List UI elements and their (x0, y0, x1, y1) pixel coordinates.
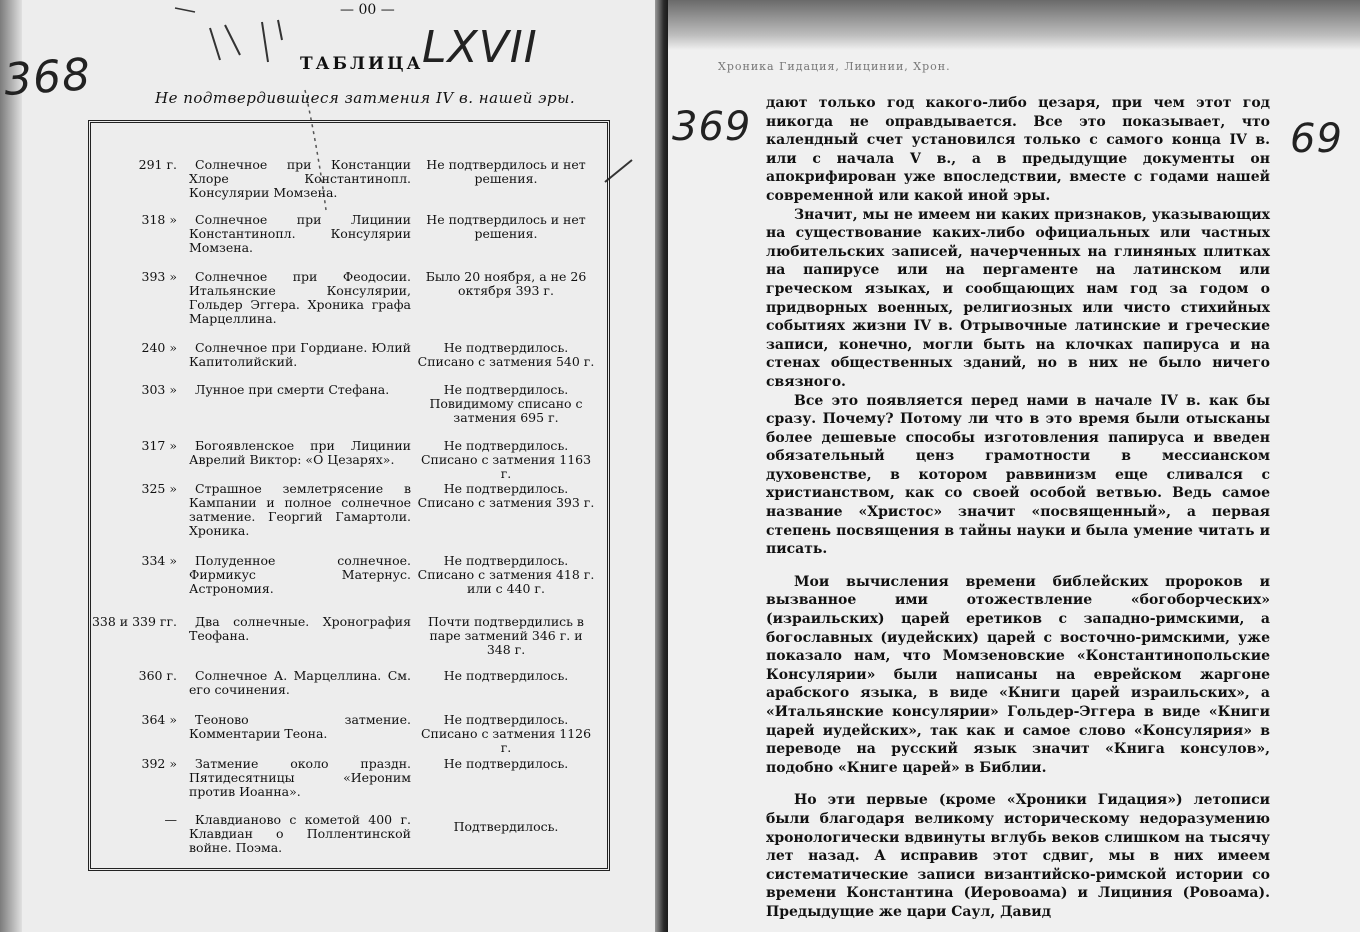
row-comment: Не подтвердилось. Списано с затмения 393 г. (417, 481, 595, 510)
row-year: 291 г. (138, 157, 177, 172)
page-number: — 00 — (340, 2, 395, 18)
row-year: 318 » (141, 212, 177, 227)
row-year: — (164, 812, 177, 827)
handwritten-folio-number: 368 (2, 49, 93, 106)
eclipse-table (88, 120, 610, 871)
handwritten-page-number: 69 (1290, 116, 1343, 162)
row-event: Два солнечные. Хронография Теофана. (189, 614, 411, 643)
row-comment: Подтвердилось. (453, 819, 559, 834)
row-comment: Не подтвердилось. (443, 668, 569, 683)
row-event: Солнечное при Лицинии Константинопл. Консулярии Момзена. (189, 212, 411, 255)
row-event: Затмение около праздн. Пятидесятницы «Иероним против Иоанна». (189, 756, 411, 799)
row-comment: Не подтвердилось. (443, 756, 569, 771)
row-year: 392 » (141, 756, 177, 771)
left-page (0, 0, 668, 932)
row-event: Страшное землетрясение в Кампании и полное солнечное затмение. Георгий Гамартоли. Хроника. (189, 481, 411, 538)
paragraph: Значит, мы не имеем ни каких признаков, указывающих на существование каких-либо официальных или частных любительских записей, начерченных на глиняных плитках на папирусе или на пергаменте на латинском или греческом языках, и сообщающих нам год за годом о придворных военных, религиозных или чисто стихийных событиях жизни IV в. Отрывочные латинские и греческие записи, конечно, могли быть на клочках папируса и на стенах общественных зданий, но в них не было ничего связного. (766, 206, 1270, 390)
row-year: 334 » (141, 553, 177, 568)
row-year: 338 и 339 гг. (91, 614, 177, 629)
row-year: 364 » (141, 712, 177, 727)
row-event: Теоново затмение. Комментарии Теона. (189, 712, 411, 741)
handwritten-folio-number: 369 (672, 104, 752, 150)
body-text (766, 94, 1270, 922)
row-comment: Не подтвердилось и нет решения. (426, 157, 586, 186)
row-event: Богоявленское при Лицинии Аврелий Виктор: «О Цезарях». (189, 438, 411, 467)
row-event: Солнечное при Феодосии. Итальянские Консулярии, Гольдер Эггера. Хроника графа Марцеллина. (189, 269, 411, 326)
paragraph: Но эти первые (кроме «Хроники Гидация») летописи были благодаря великому историческому недоразумению хронологически вдвинуты вглубь веков слишком на тысячу лет назад. А исправив этот сдвиг, мы в них имеем систематические записи византийско-римской истории со времени Константина (Иеровоама) и Лициния (Ровоама). Предыдущие же цари Саул, Давид (766, 792, 1270, 920)
row-year: 325 » (141, 481, 177, 496)
paragraph: дают только год какого-либо цезаря, при чем этот год никогда не оправдывается. Все это показывает, что календный счет установился только с самого конца IV в. или с начала V в., а в предыдущие документы он апокрифирован уже впоследствии, вместе с годами нашей современной или какой иной эры. (766, 95, 1270, 204)
row-year: 393 » (141, 269, 177, 284)
row-comment: Не подтвердилось. Списано с затмения 1163 г. (420, 438, 592, 481)
row-event: Солнечное при Гордиане. Юлий Капитолийский. (189, 340, 411, 369)
table-title: ТАБЛИЦА (300, 54, 424, 74)
top-shadow (668, 0, 1360, 50)
row-year: 360 г. (138, 668, 177, 683)
paragraph: Все это появляется перед нами в начале IV в. как бы сразу. Почему? Потому ли что в это время были отысканы более дешевые способы изготовления папируса и введен обязательный ценз грамотности в мессианском духовенстве, в котором раввинизм еще сливался с христианством, как со своей особой ветвью. Ведь самое название «Христос» значит «посвященный», а первая степень посвящения в тайны науки и была умение читать и писать. (766, 392, 1270, 558)
row-comment: Не подтвердилось. Списано с затмения 418 г. или с 440 г. (417, 553, 595, 596)
header-smudge: Хроника Гидация, Лицинии, Хрон. (718, 60, 951, 73)
row-event: Клавдианово с кометой 400 г. Клавдиан о Поллентинской войне. Поэма. (189, 812, 411, 855)
row-comment: Не подтвердилось. Повидимому списано с затмения 695 г. (429, 382, 583, 425)
row-year: 303 » (141, 382, 177, 397)
row-event: Солнечное А. Марцеллина. См. его сочинения. (189, 668, 411, 697)
row-comment: Не подтвердилось и нет решения. (426, 212, 586, 241)
table-subtitle: Не подтвердившиеся затмения IV в. нашей эры. (155, 89, 576, 107)
paragraph: Мои вычисления времени библейских пророков и вызванное ими отожествление «богоборческих» (израильских) царей еретиков с западно-римскими, а богославных (иудейских) царей с восточно-римскими, уже показало нам, что Момзеновские «Константинопольские Консулярии» были написаны на еврейском жаргоне арабского языка, в виде «Книги царей израильских», а «Итальянские консулярии» Гольдер-Эггера в виде «Книги царей иудейских», так как и самое слово «Консулярия» в переводе на русский язык значит «Книга консулов», подобно «Книге царей» в Библии. (766, 573, 1270, 776)
row-comment: Почти подтвердились в паре затмений 346 г. и 348 г. (428, 614, 584, 657)
row-year: 240 » (141, 340, 177, 355)
row-event: Солнечное при Констанции Хлоре Константинопл. Консулярии Момзена. (189, 157, 411, 200)
row-event: Лунное при смерти Стефана. (195, 382, 390, 397)
row-comment: Не подтвердилось. Списано с затмения 1126 г. (420, 712, 592, 755)
row-comment: Было 20 ноября, а не 26 октября 393 г. (425, 269, 587, 298)
handwritten-roman-numeral: LXVII (422, 22, 538, 73)
row-year: 317 » (141, 438, 177, 453)
row-event: Полуденное солнечное. Фирмикус Матернус. Астрономия. (189, 553, 411, 596)
right-page (668, 0, 1360, 932)
row-comment: Не подтвердилось. Списано с затмения 540 г. (417, 340, 595, 369)
